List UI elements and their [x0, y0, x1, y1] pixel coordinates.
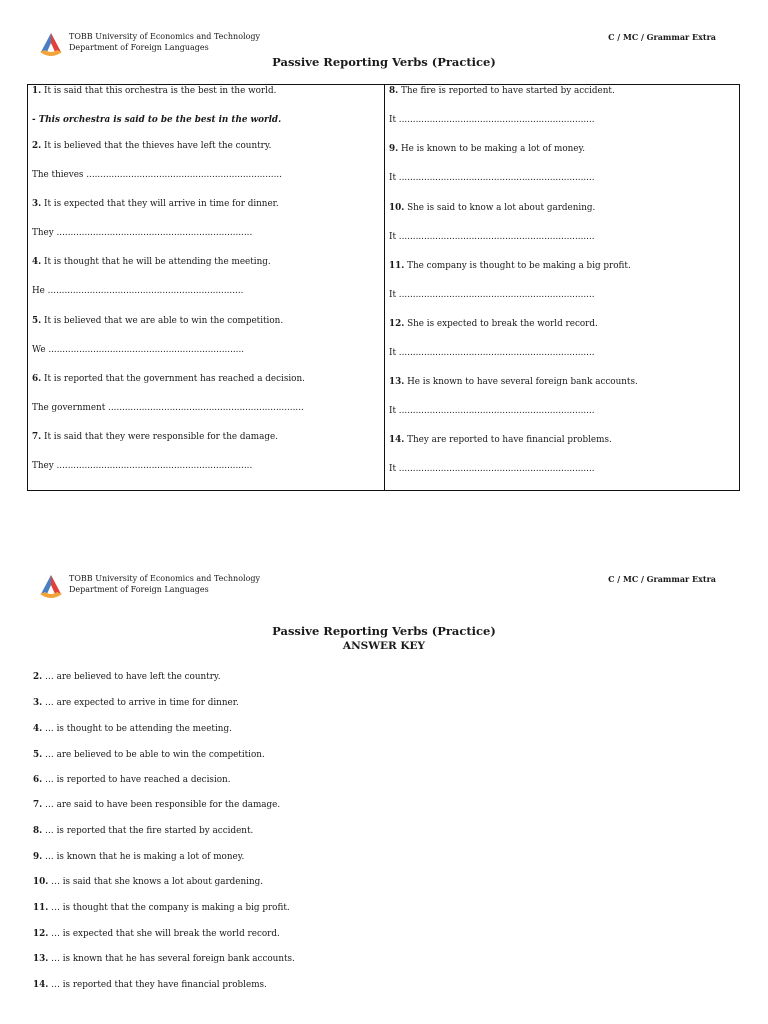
- answer-line-12[interactable]: It ......................................................................: [389, 348, 595, 358]
- answer-item: 7. … are said to have been responsible for the damage.: [33, 800, 281, 810]
- answer-item: 9. … is known that he is making a lot of money.: [33, 852, 245, 862]
- institution-name: TOBB University of Economics and Technology: [69, 32, 261, 41]
- answer-item: 13. … is known that he has several foreign bank accounts.: [33, 954, 295, 964]
- answer-key-subtitle: ANSWER KEY: [342, 640, 426, 652]
- answer-line-5[interactable]: We ......................................................................: [32, 345, 245, 355]
- department-name: Department of Foreign Languages: [69, 43, 209, 52]
- answer-line-7[interactable]: They ......................................................................: [32, 461, 253, 471]
- question-10: 10. She is said to know a lot about gardening.: [389, 203, 596, 213]
- answer-line-3[interactable]: They ......................................................................: [32, 228, 253, 238]
- answer-line-4[interactable]: He ......................................................................: [32, 286, 244, 296]
- answer-key-header: [36, 572, 716, 602]
- institution-name: TOBB University of Economics and Technology: [69, 574, 261, 583]
- question-12: 12. She is expected to break the world record.: [389, 319, 598, 329]
- worksheet-title: Passive Reporting Verbs (Practice): [272, 55, 496, 69]
- answer-line-2[interactable]: The thieves ......................................................................: [32, 170, 282, 180]
- answer-line-9[interactable]: It ......................................................................: [389, 173, 595, 183]
- course-code: C / MC / Grammar Extra: [608, 32, 716, 42]
- column-divider: [384, 85, 385, 490]
- answer-item: 5. … are believed to be able to win the competition.: [33, 750, 265, 760]
- question-7: 7. It is said that they were responsible for the damage.: [32, 432, 278, 442]
- answer-item: 4. … is thought to be attending the meeting.: [33, 724, 232, 734]
- answer-line-6[interactable]: The government ......................................................................: [32, 403, 304, 413]
- example-answer: - This orchestra is said to be the best in the world.: [32, 115, 282, 125]
- exercise-table: [27, 84, 740, 491]
- answer-item: 12. … is expected that she will break the world record.: [33, 929, 280, 939]
- answer-item: 6. … is reported to have reached a decision.: [33, 775, 231, 785]
- answer-item: 2. … are believed to have left the country.: [33, 672, 221, 682]
- answer-line-14[interactable]: It ......................................................................: [389, 464, 595, 474]
- answer-key-title: Passive Reporting Verbs (Practice): [272, 624, 496, 638]
- university-logo-icon: [36, 30, 66, 58]
- answer-line-8[interactable]: It ......................................................................: [389, 115, 595, 125]
- answer-item: 11. … is thought that the company is making a big profit.: [33, 903, 290, 913]
- answer-line-11[interactable]: It ......................................................................: [389, 290, 595, 300]
- question-6: 6. It is reported that the government has reached a decision.: [32, 374, 305, 384]
- question-1: 1. It is said that this orchestra is the best in the world.: [32, 86, 277, 96]
- question-14: 14. They are reported to have financial problems.: [389, 435, 612, 445]
- answer-line-10[interactable]: It ......................................................................: [389, 232, 595, 242]
- question-2: 2. It is believed that the thieves have left the country.: [32, 141, 272, 151]
- question-5: 5. It is believed that we are able to win the competition.: [32, 316, 284, 326]
- question-3: 3. It is expected that they will arrive in time for dinner.: [32, 199, 279, 209]
- course-code: C / MC / Grammar Extra: [608, 574, 716, 584]
- question-11: 11. The company is thought to be making a big profit.: [389, 261, 631, 271]
- university-logo-icon: [36, 572, 66, 600]
- question-9: 9. He is known to be making a lot of money.: [389, 144, 586, 154]
- answer-item: 10. … is said that she knows a lot about gardening.: [33, 877, 264, 887]
- answer-line-13[interactable]: It ......................................................................: [389, 406, 595, 416]
- answer-item: 14. … is reported that they have financial problems.: [33, 980, 267, 990]
- question-13: 13. He is known to have several foreign bank accounts.: [389, 377, 638, 387]
- department-name: Department of Foreign Languages: [69, 585, 209, 594]
- answer-item: 3. … are expected to arrive in time for dinner.: [33, 698, 239, 708]
- question-4: 4. It is thought that he will be attending the meeting.: [32, 257, 271, 267]
- question-8: 8. The fire is reported to have started by accident.: [389, 86, 615, 96]
- answer-item: 8. … is reported that the fire started by accident.: [33, 826, 254, 836]
